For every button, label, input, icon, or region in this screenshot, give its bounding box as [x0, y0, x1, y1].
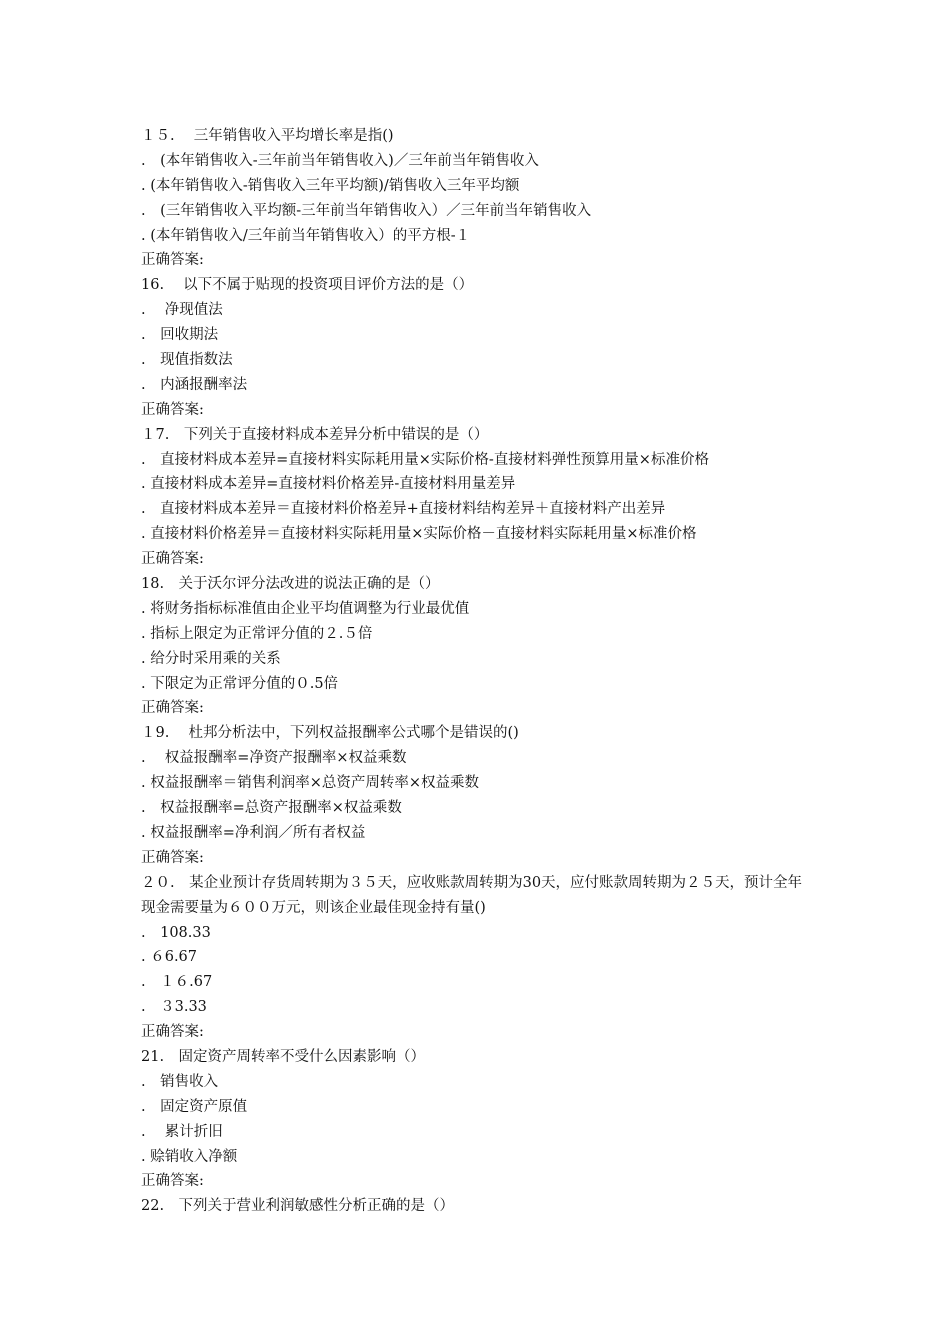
question-17: １7. 下列关于直接材料成本差异分析中错误的是（）: [141, 426, 489, 443]
option: . 权益报酬率＝销售利润率×总资产周转率×权益乘数: [141, 775, 480, 792]
option: . (本年销售收入-三年前当年销售收入)／三年前当年销售收入: [141, 152, 539, 169]
question-15: １５. 三年销售收入平均增长率是指(): [141, 128, 394, 144]
option: . 固定资产原值: [141, 1098, 248, 1115]
option: . 直接材料成本差异=直接材料实际耗用量×实际价格-直接材料弹性预算用量×标准价格: [141, 451, 709, 468]
option: . 销售收入: [141, 1073, 219, 1090]
option: . 现值指数法: [141, 352, 233, 369]
option: . ３3.33: [141, 999, 207, 1016]
option: . 内涵报酬率法: [141, 376, 248, 393]
option: . 直接材料价格差异＝直接材料实际耗用量×实际价格－直接材料实际耗用量×标准价格: [141, 526, 697, 543]
option: . (本年销售收入-销售收入三年平均额)/销售收入三年平均额: [141, 177, 520, 194]
option: . 给分时采用乘的关系: [141, 650, 281, 667]
question-18: 18. 关于沃尔评分法改进的说法正确的是（）: [141, 576, 440, 593]
option: . 将财务指标标准值由企业平均值调整为行业最优值: [141, 600, 470, 617]
answer-label: 正确答案:: [141, 1173, 204, 1190]
answer-label: 正确答案:: [141, 1024, 204, 1041]
document-page: [141, 124, 821, 1219]
question-19: １9. 杜邦分析法中，下列权益报酬率公式哪个是错误的(): [141, 725, 519, 742]
option: . 累计折旧: [141, 1123, 223, 1140]
answer-label: 正确答案:: [141, 700, 204, 717]
answer-label: 正确答案:: [141, 252, 204, 269]
option: . 直接材料成本差异＝直接材料价格差异+直接材料结构差异＋直接材料产出差异: [141, 501, 666, 518]
option: . (本年销售收入/三年前当年销售收入）的平方根-１: [141, 227, 471, 244]
answer-label: 正确答案:: [141, 849, 204, 866]
answer-label: 正确答案:: [141, 551, 204, 568]
option: . 108.33: [141, 924, 211, 941]
option: . 权益报酬率=净资产报酬率×权益乘数: [141, 750, 407, 767]
option: . 权益报酬率=总资产报酬率×权益乘数: [141, 800, 402, 817]
option: . (三年销售收入平均额-三年前当年销售收入）／三年前当年销售收入: [141, 202, 592, 219]
option: . １６.67: [141, 974, 213, 991]
option: . 回收期法: [141, 327, 219, 344]
option: . 权益报酬率=净利润／所有者权益: [141, 824, 366, 841]
question-20: ２０. 某企业预计存货周转期为３５天，应收账款周转期为30天，应付账款周转期为２５天，预计全年现金需要量为６００万元，则该企业最佳现金持有量(): [141, 874, 803, 916]
option: . 净现值法: [141, 302, 223, 319]
question-16: 16. 以下不属于贴现的投资项目评价方法的是（）: [141, 277, 474, 294]
option: . 指标上限定为正常评分值的２.５倍: [141, 625, 373, 642]
option: . 下限定为正常评分值的０.5倍: [141, 675, 339, 692]
question-22: 22. 下列关于营业利润敏感性分析正确的是（）: [141, 1198, 455, 1215]
option: . 赊销收入净额: [141, 1148, 238, 1165]
answer-label: 正确答案:: [141, 401, 204, 418]
option: . 直接材料成本差异=直接材料价格差异-直接材料用量差异: [141, 476, 516, 493]
option: . ６6.67: [141, 949, 198, 966]
question-21: 21. 固定资产周转率不受什么因素影响（）: [141, 1048, 426, 1065]
